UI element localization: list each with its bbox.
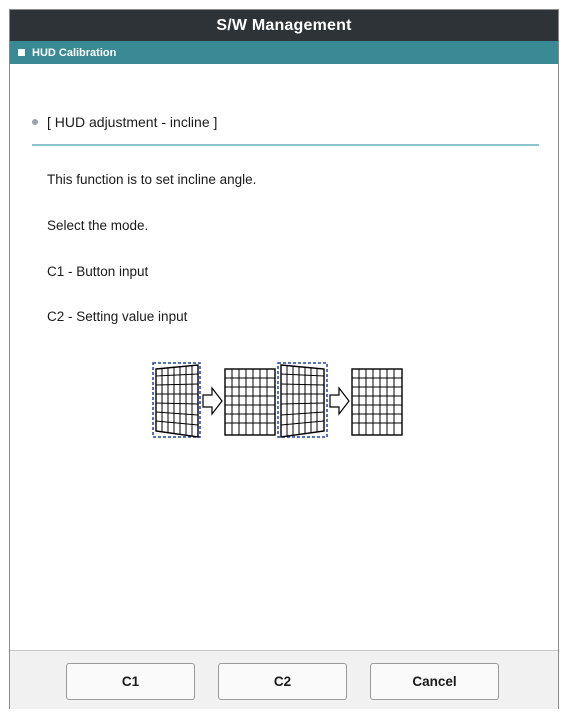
section-divider [32, 144, 539, 146]
button-bar [10, 650, 558, 709]
section-heading-text: [ HUD adjustment - incline ] [47, 114, 218, 130]
description-line: This function is to set incline angle. [47, 172, 257, 187]
mode-c2-line: C2 - Setting value input [47, 309, 188, 324]
bullet-icon [32, 119, 38, 125]
subheader-bar [10, 41, 558, 64]
c1-button[interactable]: C1 [66, 663, 195, 700]
section-heading [32, 114, 217, 130]
incline-diagram [152, 362, 424, 440]
window-title: S/W Management [10, 10, 558, 41]
square-icon [18, 49, 25, 56]
sw-management-window [9, 9, 559, 709]
instruction-line: Select the mode. [47, 218, 149, 233]
mode-c1-line: C1 - Button input [47, 264, 149, 279]
arrow-right-icon [203, 388, 222, 414]
cancel-button[interactable]: Cancel [370, 663, 499, 700]
skewed-grid-icon [153, 363, 200, 437]
subheader-label: HUD Calibration [32, 46, 117, 59]
c2-button[interactable]: C2 [218, 663, 347, 700]
arrow-right-icon [330, 388, 349, 414]
grid-icon [225, 369, 275, 435]
grid-icon [352, 369, 402, 435]
skewed-grid-icon [278, 363, 327, 437]
